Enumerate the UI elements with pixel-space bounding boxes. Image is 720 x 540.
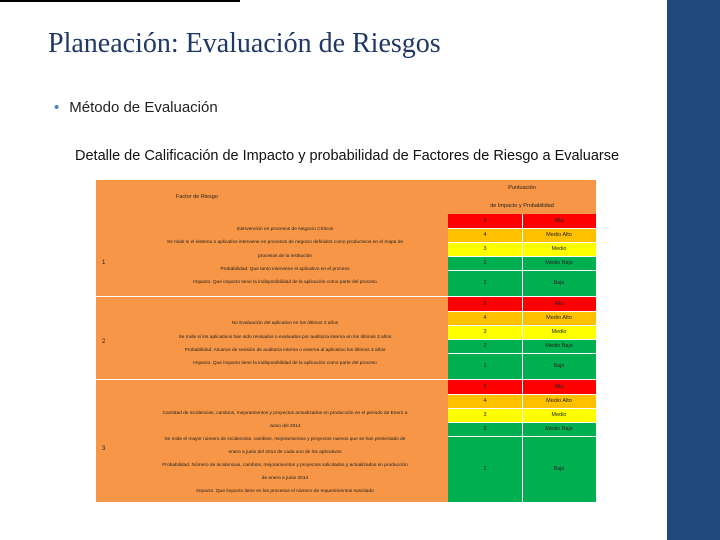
section-number: 1 [102, 260, 106, 266]
section-line: Se mide el mayor número de incidencias, cambios, mejoramientos y proyectos nuevos que se han presentado de [164, 437, 406, 442]
score-level: Medio Alto [546, 232, 572, 238]
score-value: 2 [483, 426, 487, 432]
score-value: 4 [483, 398, 487, 404]
score-level: Medio [551, 246, 567, 252]
score-level: Medio Bajo [545, 343, 573, 349]
section-line: Se mide si los aplicativos han sido revisados o evaluados por auditoría interna en los últimos 3 años [178, 335, 392, 340]
score-level: Bajo [553, 466, 565, 472]
score-value: 4 [483, 315, 487, 321]
score-value: 5 [483, 218, 487, 224]
score-value: 3 [483, 246, 487, 252]
bullet-text: Método de Evaluación [69, 99, 218, 116]
section-line: Probabilidad. Alcance de revisión de auditoría interna o externa al aplicativo los últimos 3 años [184, 348, 386, 353]
bullet-item [54, 99, 218, 116]
score-value: 2 [483, 343, 487, 349]
score-value: 3 [483, 329, 487, 335]
top-rule [0, 0, 240, 2]
section-line: Impacto. Que impacto tiene la indisponibilidad de la aplicación como parte del proceso [193, 280, 377, 285]
score-level: Medio Bajo [545, 426, 573, 432]
score-value: 4 [483, 232, 487, 238]
score-value: 5 [483, 301, 487, 307]
score-level: Alto [554, 301, 564, 307]
section-line: Intervención en procesos de Negocio Críticos [236, 227, 334, 232]
section-line: Junio del 2014 [269, 424, 301, 429]
section-line: Impacto. Que impacto tiene la indisponibilidad de la aplicación como parte del proceso [193, 361, 377, 366]
score-level: Bajo [553, 280, 565, 286]
score-level: Bajo [553, 363, 565, 369]
score-level: Alto [554, 218, 564, 224]
section-number: 3 [102, 446, 106, 452]
section-line: Impacto. Que impacto tiene en los procesos el número de requerimientos suscitado [196, 489, 374, 494]
section-line: de enero a junio 2014 [261, 476, 309, 481]
score-value: 1 [483, 280, 487, 286]
table-header [96, 180, 596, 214]
section-line: enero a junio del 2014 de cada uno de los aplicativos [228, 450, 342, 455]
score-value: 5 [483, 384, 487, 390]
score-level: Alto [554, 384, 564, 390]
score-value: 3 [483, 412, 487, 418]
section-line: Se mide si el sistema o aplicativo interviene en procesos de negocio definidos como productivos en el mapa de [166, 240, 404, 245]
section-line: Cantidad de incidencias, cambios, mejoramientos y proyectos actualizados en producción en el periodo de Enero a [162, 411, 408, 416]
score-value: 2 [483, 260, 487, 266]
score-level: Medio Alto [546, 315, 572, 321]
score-level: Medio Bajo [545, 260, 573, 266]
section-line: No Evaluación del aplicativo en los últimos 3 años [231, 321, 339, 326]
slide-title: Planeación: Evaluación de Riesgos [48, 28, 441, 59]
table-heading: Detalle de Calificación de Impacto y probabilidad de Factores de Riesgo a Evaluarse [75, 148, 620, 164]
section-line: Probabilidad. Número de incidencias, cambios, mejoramientos y proyectos solicitados y actualizados en producción [162, 463, 408, 468]
decorative-sidebar [667, 0, 720, 540]
header-score-sub-label: de Impacto y Probabilidad [490, 203, 554, 209]
score-level: Medio [551, 412, 567, 418]
bullet-dot-icon: • [54, 99, 60, 116]
score-level: Medio Alto [546, 398, 572, 404]
header-factor-label: Factor de Riesgo [176, 194, 218, 200]
score-level: Medio [551, 329, 567, 335]
risk-table [96, 180, 596, 502]
header-score-label: Puntuación [508, 185, 536, 191]
section-line: Probabilidad. Que tanto interviene el aplicativo en el proceso [220, 267, 350, 272]
grid-line [522, 214, 523, 502]
score-value: 1 [483, 363, 487, 369]
section-number: 2 [102, 339, 106, 345]
section-line: procesos de la institución [258, 254, 312, 259]
score-value: 1 [483, 466, 487, 472]
sidebar-band [667, 0, 720, 540]
